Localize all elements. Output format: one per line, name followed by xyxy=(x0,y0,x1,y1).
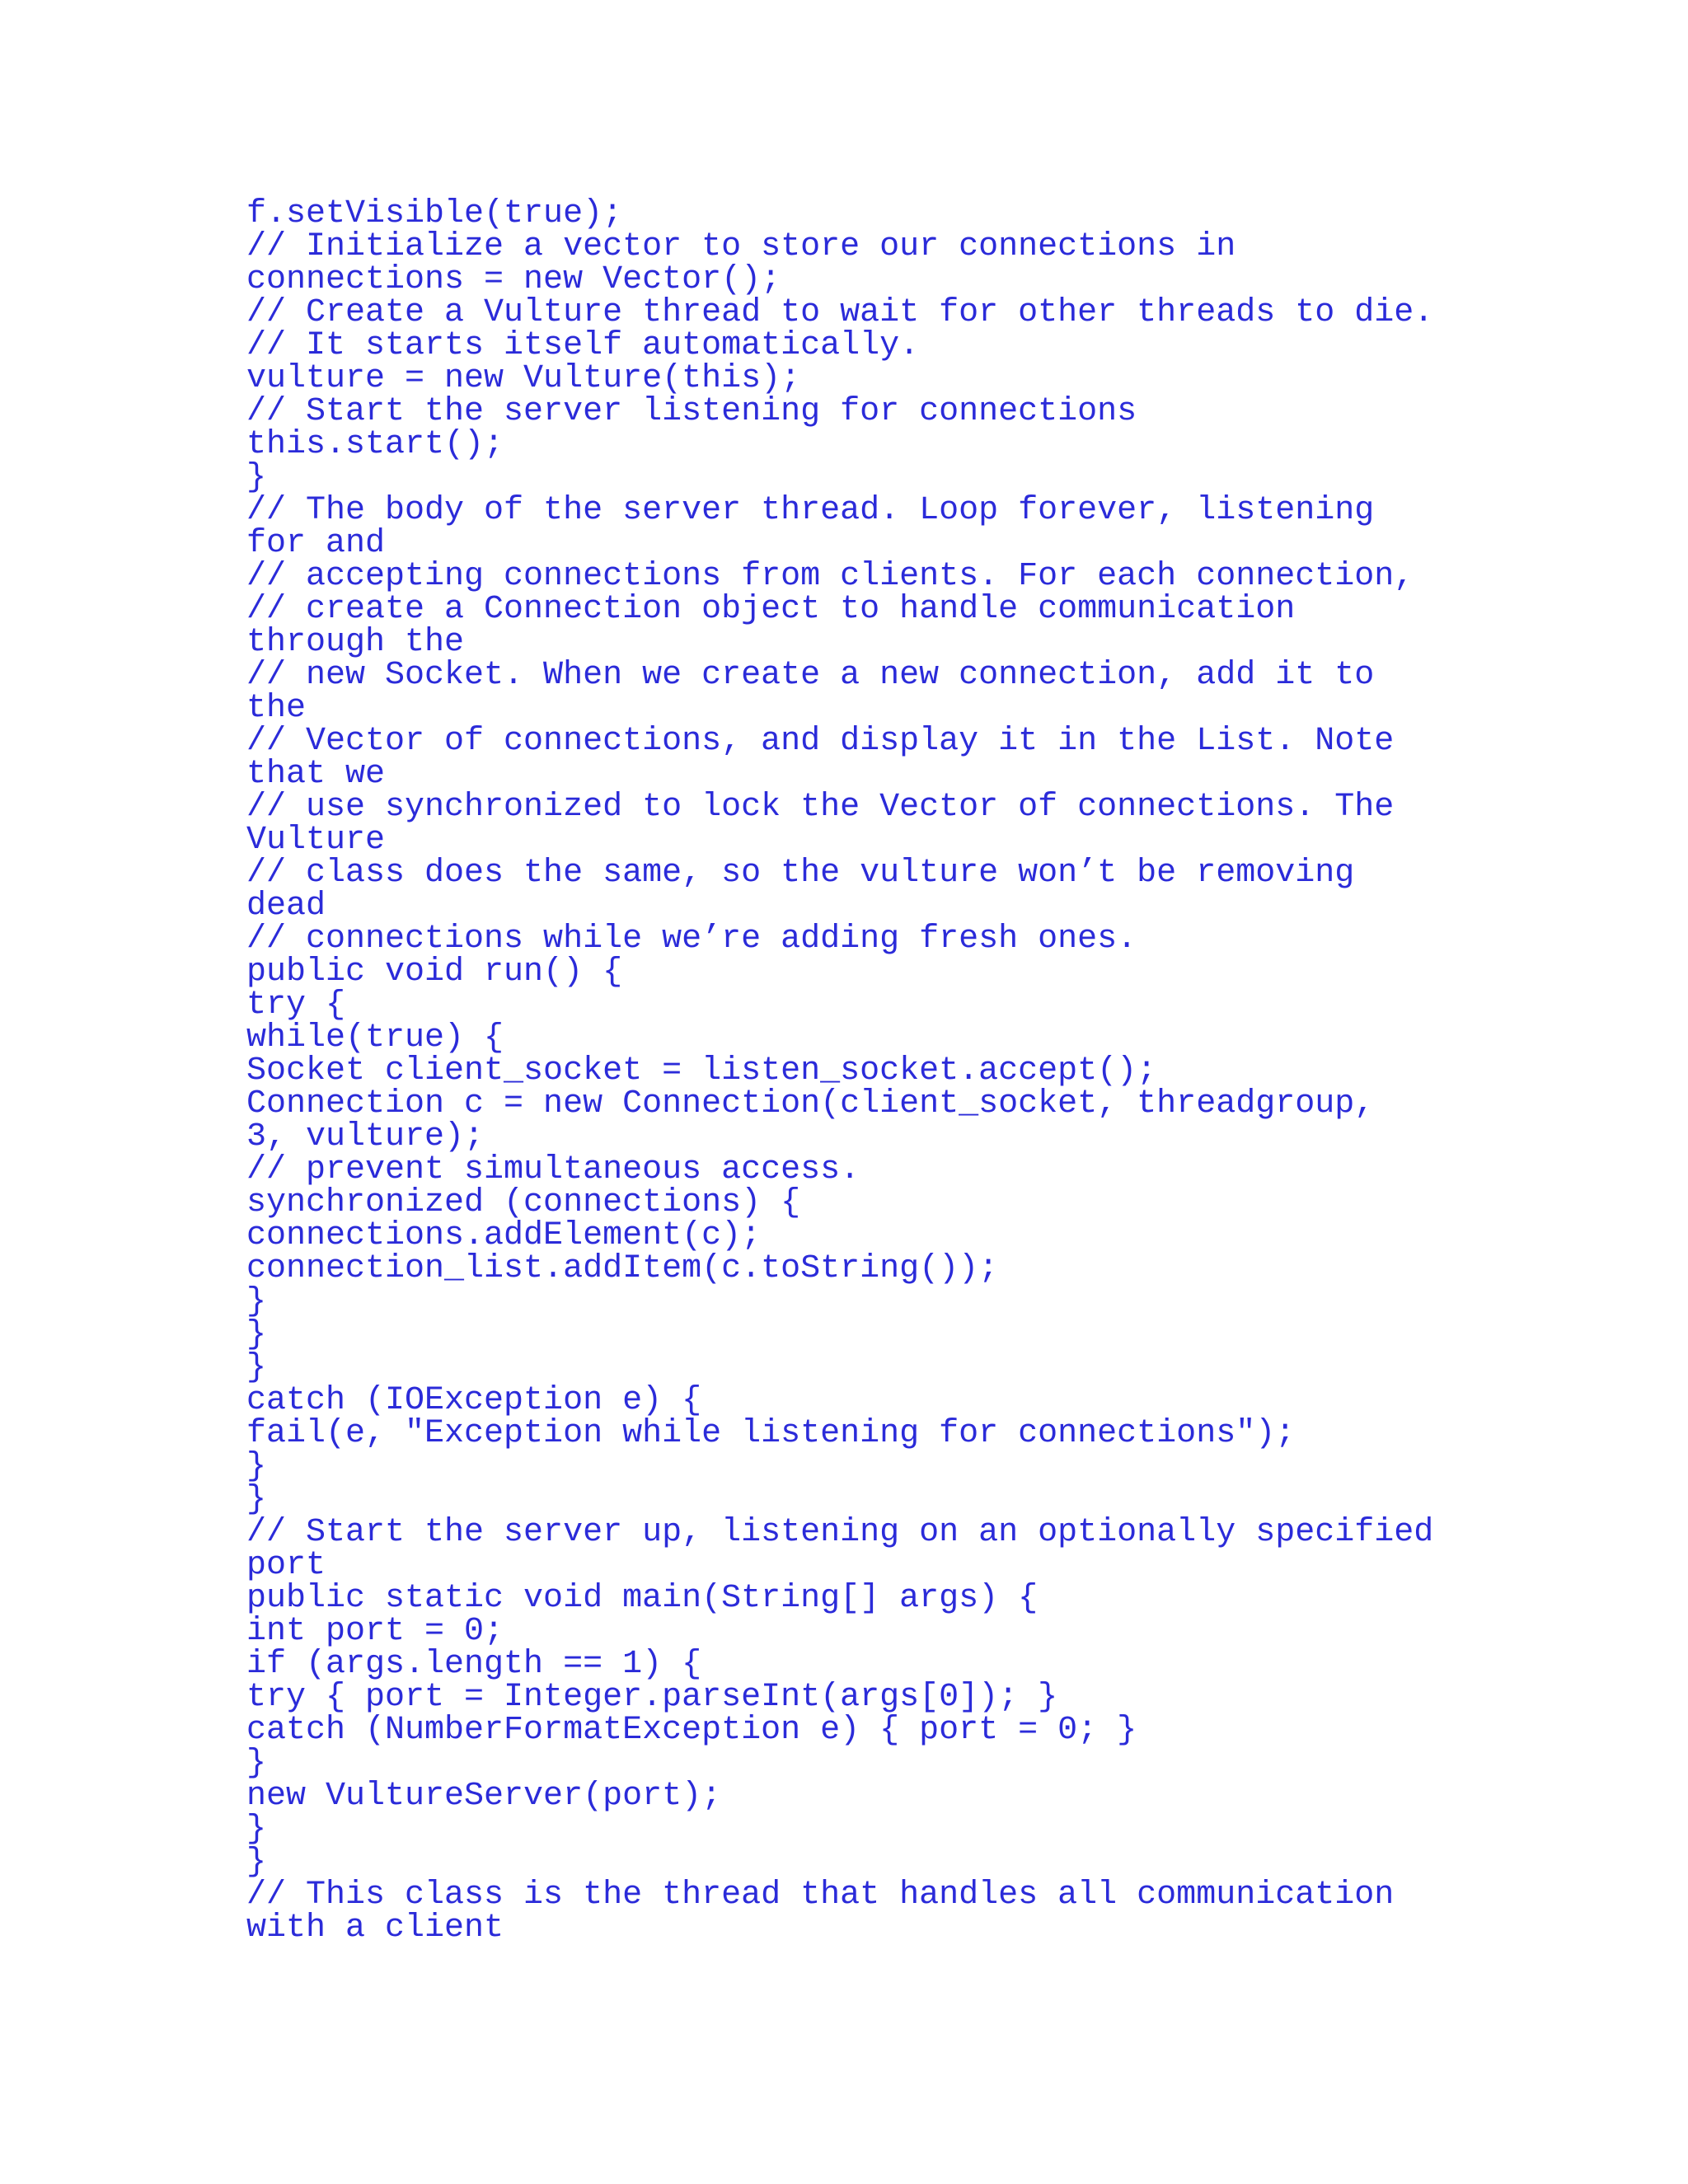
code-line: try { port = Integer.parseInt(args[0]); } xyxy=(246,1679,1058,1716)
code-line: try { xyxy=(246,987,346,1024)
code-listing xyxy=(246,195,1664,1947)
code-line: catch (NumberFormatException e) { port = 0; } xyxy=(246,1712,1137,1749)
code-line: // new Socket. When we create a new connection, add it to xyxy=(246,657,1375,694)
code-line: } xyxy=(246,459,267,496)
code-line: } xyxy=(246,1448,267,1485)
code-line: connections = new Vector(); xyxy=(246,261,781,298)
code-line: with a client xyxy=(246,1910,504,1947)
code-line: // Initialize a vector to store our connections in xyxy=(246,228,1236,265)
code-line: // It starts itself automatically. xyxy=(246,327,920,364)
code-line: } xyxy=(246,1316,267,1353)
code-line: // create a Connection object to handle communication xyxy=(246,591,1296,628)
code-line: public static void main(String[] args) { xyxy=(246,1580,1039,1617)
code-line: } xyxy=(246,1481,267,1518)
code-line: this.start(); xyxy=(246,426,504,463)
code-line: // connections while we’re adding fresh ones. xyxy=(246,921,1137,958)
code-line: through the xyxy=(246,624,465,661)
code-line: Socket client_socket = listen_socket.accept(); xyxy=(246,1052,1157,1090)
code-line: that we xyxy=(246,756,386,793)
code-line: for and xyxy=(246,525,386,562)
code-line: // prevent simultaneous access. xyxy=(246,1151,860,1188)
code-line: // This class is the thread that handles all communication xyxy=(246,1877,1395,1914)
code-line: Vulture xyxy=(246,822,386,859)
code-line: public void run() { xyxy=(246,954,623,991)
code-line: } xyxy=(246,1811,267,1848)
code-line: // accepting connections from clients. For each connection, xyxy=(246,558,1414,595)
code-line: dead xyxy=(246,888,326,925)
code-line: // Start the server listening for connections xyxy=(246,393,1137,430)
code-line: port xyxy=(246,1547,326,1584)
code-line: } xyxy=(246,1745,267,1782)
code-line: fail(e, "Exception while listening for connections"); xyxy=(246,1415,1296,1452)
code-line: } xyxy=(246,1283,267,1320)
code-line: // Start the server up, listening on an optionally specified xyxy=(246,1514,1434,1551)
code-line: new VultureServer(port); xyxy=(246,1778,722,1815)
code-line: the xyxy=(246,690,307,727)
code-line: // The body of the server thread. Loop forever, listening xyxy=(246,492,1375,529)
code-line: int port = 0; xyxy=(246,1613,504,1650)
code-line: synchronized (connections) { xyxy=(246,1184,801,1221)
code-line: 3, vulture); xyxy=(246,1118,485,1155)
code-line: // Vector of connections, and display it in the List. Note xyxy=(246,723,1395,760)
code-line: if (args.length == 1) { xyxy=(246,1646,702,1683)
code-line: // Create a Vulture thread to wait for other threads to die. xyxy=(246,294,1434,331)
code-line: connection_list.addItem(c.toString()); xyxy=(246,1250,999,1287)
code-line: } xyxy=(246,1349,267,1386)
code-line: connections.addElement(c); xyxy=(246,1217,762,1254)
code-line: catch (IOException e) { xyxy=(246,1382,702,1419)
code-line: // class does the same, so the vulture won’t be removing xyxy=(246,855,1355,892)
code-line: Connection c = new Connection(client_socket, threadgroup, xyxy=(246,1085,1375,1122)
code-line: vulture = new Vulture(this); xyxy=(246,360,801,397)
code-line: while(true) { xyxy=(246,1019,504,1057)
code-line: f.setVisible(true); xyxy=(246,195,623,232)
code-line: // use synchronized to lock the Vector of connections. The xyxy=(246,789,1395,826)
code-line: } xyxy=(246,1844,267,1881)
